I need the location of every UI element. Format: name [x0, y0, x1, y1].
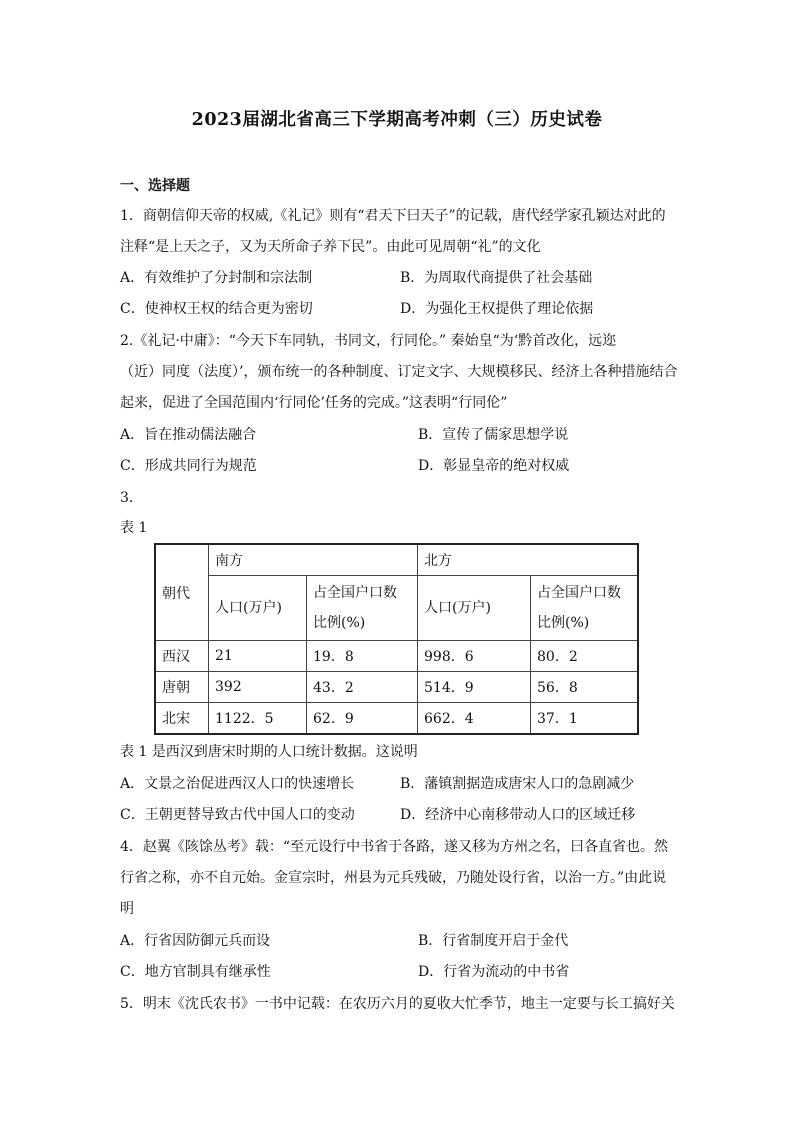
header-north-pop: 人口(万户) [418, 576, 531, 641]
q2-option-b: B．宣传了儒家思想学说 [418, 427, 569, 443]
header-north: 北方 [418, 544, 639, 576]
cell-dynasty: 西汉 [155, 641, 209, 672]
q4-stem-line-1: 4．赵翼《陔馀丛考》载：“至元设行中书省于各路，遂又移为方州之名，曰各直省也。然 [120, 839, 669, 855]
q2-option-d: D．彰显皇帝的绝对权威 [418, 458, 570, 474]
q1-stem-line-1: 1．商朝信仰天帝的权威,《礼记》则有“君天下曰天子”的记载，唐代经学家孔颖达对此的 [120, 208, 666, 224]
q4-stem-line-3: 明 [120, 901, 134, 917]
cell-north-ratio: 37．1 [531, 703, 639, 735]
cell-south-pop: 392 [209, 672, 307, 703]
population-table [154, 543, 639, 735]
cell-south-ratio: 43．2 [307, 672, 418, 703]
cell-north-pop: 662．4 [418, 703, 531, 735]
table-row [155, 672, 638, 703]
cell-north-pop: 998．6 [418, 641, 531, 672]
q1-option-a: A．有效维护了分封制和宗法制 [120, 270, 313, 286]
q4-option-a: A．行省因防御元兵而设 [120, 933, 271, 949]
cell-dynasty: 北宋 [155, 703, 209, 735]
q3-number: 3． [120, 490, 143, 506]
q2-stem-line-2: （近）同度（法度）’，颁布统一的各种制度、订定文字、大规模移民、经济上各种措施结合 [120, 364, 678, 380]
q4-option-b: B．行省制度开启于金代 [418, 933, 569, 949]
cell-south-pop: 21 [209, 641, 307, 672]
q2-stem-line-1: 2.《礼记·中庸》：“今天下车同轨，书同文，行同伦。” 秦始皇“为‘黔首改化，远迩 [120, 333, 617, 349]
header-dynasty: 朝代 [155, 544, 209, 641]
section-heading: 一、选择题 [120, 178, 190, 194]
cell-north-pop: 514．9 [418, 672, 531, 703]
q3-stem: 表 1 是西汉到唐宋时期的人口统计数据。这说明 [120, 744, 418, 760]
q3-option-c: C．王朝更替导致古代中国人口的变动 [120, 807, 355, 823]
q1-option-d: D．为强化王权提供了理论依据 [400, 301, 594, 317]
q2-option-a: A．旨在推动儒法融合 [120, 427, 257, 443]
q1-option-b: B．为周取代商提供了社会基础 [400, 270, 593, 286]
q2-option-c: C．形成共同行为规范 [120, 458, 257, 474]
q3-option-a: A．文景之治促进西汉人口的快速增长 [120, 776, 355, 792]
q3-option-d: D．经济中心南移带动人口的区域迁移 [400, 807, 636, 823]
q4-option-c: C．地方官制具有继承性 [120, 964, 271, 980]
q2-stem-line-3: 起来，促进了全国范围内‘行同伦’任务的完成。”这表明“行同伦” [120, 395, 508, 411]
header-south-pop: 人口(万户) [209, 576, 307, 641]
cell-dynasty: 唐朝 [155, 672, 209, 703]
q3-option-b: B．藩镇割据造成唐宋人口的急剧减少 [400, 776, 635, 792]
header-north-ratio: 占全国户口数 比例(%) [531, 576, 639, 641]
q5-stem-line-1: 5．明末《沈氏农书》一书中记载：在农历六月的夏收大忙季节，地主一定要与长工搞好关 [120, 996, 675, 1012]
cell-north-ratio: 80．2 [531, 641, 639, 672]
table-row [155, 641, 638, 672]
table-row [155, 703, 638, 735]
cell-south-pop: 1122．5 [209, 703, 307, 735]
cell-north-ratio: 56．8 [531, 672, 639, 703]
cell-south-ratio: 19．8 [307, 641, 418, 672]
q1-stem-line-2: 注释“是上天之子，又为天所命子养下民”。由此可见周朝“礼”的文化 [120, 239, 541, 255]
header-south: 南方 [209, 544, 418, 576]
table-caption: 表 1 [120, 520, 148, 536]
q4-option-d: D．行省为流动的中书省 [418, 964, 570, 980]
header-south-ratio: 占全国户口数 比例(%) [307, 576, 418, 641]
cell-south-ratio: 62．9 [307, 703, 418, 735]
q4-stem-line-2: 行省之称，亦不自元始。金宣宗时，州县为元兵残破，乃随处设行省，以治一方。”由此说 [120, 870, 667, 886]
page-title: 2023届湖北省高三下学期高考冲刺（三）历史试卷 [191, 110, 603, 130]
q1-option-c: C．使神权王权的结合更为密切 [120, 301, 313, 317]
